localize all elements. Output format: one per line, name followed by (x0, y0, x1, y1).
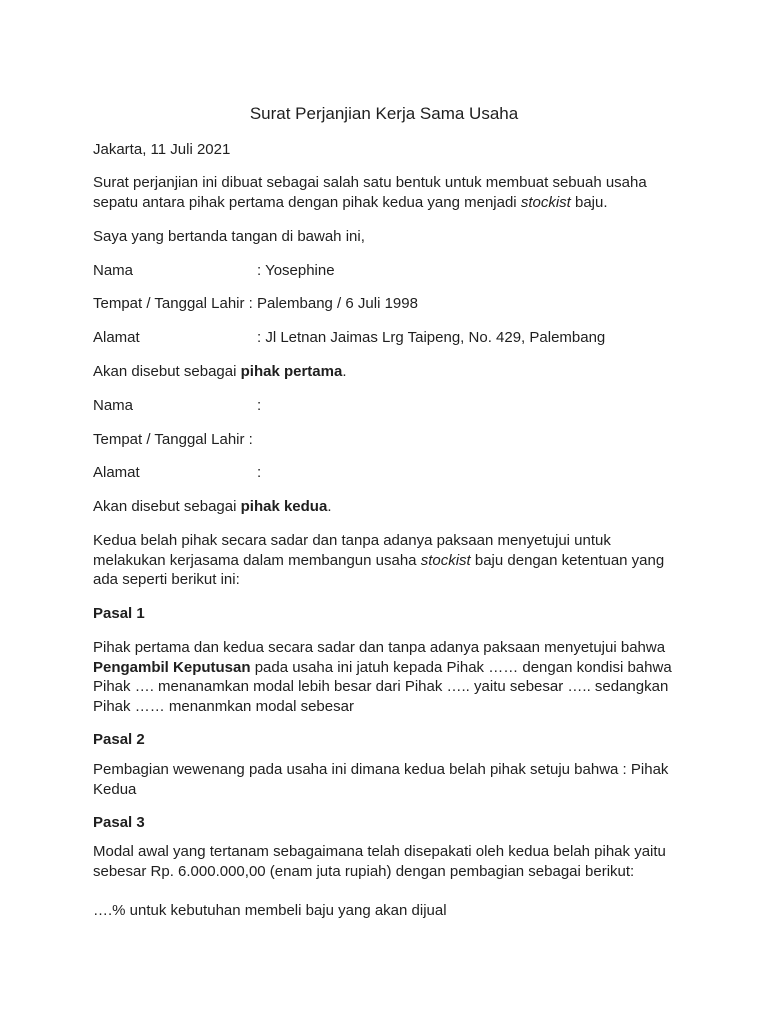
party2-designation-end: . (327, 498, 332, 515)
party2-name-label: Nama (93, 397, 134, 414)
party1-birth-value: : Palembang / 6 Juli 1998 (248, 295, 418, 312)
pasal2-heading: Pasal 2 (93, 731, 145, 748)
intro-text-end: baju. (570, 193, 608, 211)
party2-designation-bold: pihak kedua (240, 498, 328, 515)
pasal1-text-end: pada usaha ini jatuh kepada Pihak …… dengan kondisi bahwa Pihak …. menanamkan modal lebih besar dari Pihak ….. yaitu sebesar ….. sedangkan Pihak …… menanmkan modal sebesar (93, 658, 672, 715)
party1-name-label: Nama (93, 262, 134, 279)
pasal2-paragraph: Pembagian wewenang pada usaha ini dimana kedua belah pihak setuju bahwa : Pihak Kedua (93, 761, 669, 798)
pasal1-text: Pihak pertama dan kedua secara sadar dan tanpa adanya paksaan menyetujui bahwa (93, 639, 666, 656)
party2-name-value: : (257, 397, 262, 414)
pasal1-bold: Pengambil Keputusan (93, 658, 251, 676)
agreement-text-end: baju dengan ketentuan yang ada seperti berikut ini: (93, 551, 665, 588)
agreement-text: Kedua belah pihak secara sadar dan tanpa adanya paksaan menyetujui untuk melakukan kerjasama dalam membangun usaha (93, 532, 611, 569)
party1-address-value: : Jl Letnan Jaimas Lrg Taipeng, No. 429, Palembang (257, 329, 606, 346)
pasal1-heading: Pasal 1 (93, 605, 145, 622)
pasal3-line1: ….% untuk kebutuhan membeli baju yang akan dijual (93, 902, 447, 919)
party2-name-row (93, 396, 683, 416)
document-title: Surat Perjanjian Kerja Sama Usaha (249, 104, 519, 123)
party1-designation-bold: pihak pertama (240, 363, 343, 380)
party1-designation (93, 362, 683, 382)
place-date: Jakarta, 11 Juli 2021 (93, 141, 231, 158)
party2-address-value: : (257, 464, 262, 481)
agreement-emphasis: stockist (420, 551, 471, 569)
pasal3-paragraph: Modal awal yang tertanam sebagaimana telah disepakati oleh kedua belah pihak yaitu sebesar Rp. 6.000.000,00 (enam juta rupiah) dengan pembagian sebagai berikut: (93, 843, 666, 880)
party1-name-value: : Yosephine (257, 262, 335, 279)
party2-designation (93, 497, 683, 517)
party2-designation-text: Akan disebut sebagai (93, 498, 241, 515)
party1-birth-label: Tempat / Tanggal Lahir (93, 295, 245, 312)
party2-address-row (93, 463, 683, 483)
party2-address-label: Alamat (93, 464, 140, 481)
pasal3-heading: Pasal 3 (93, 814, 145, 831)
party1-name-row (93, 261, 683, 281)
party1-address-label: Alamat (93, 329, 140, 346)
undersigned-line: Saya yang bertanda tangan di bawah ini, (93, 228, 365, 245)
party1-designation-text: Akan disebut sebagai (93, 363, 241, 380)
party1-designation-end: . (342, 363, 347, 380)
party1-birth-row (93, 294, 683, 314)
party1-address-row (93, 328, 683, 348)
party2-birth-value: : (248, 431, 253, 448)
intro-text: Surat perjanjian ini dibuat sebagai salah satu bentuk untuk membuat sebuah usaha sepatu antara pihak pertama dengan pihak kedua yang menjadi (93, 174, 647, 211)
intro-emphasis: stockist (520, 193, 571, 211)
party2-birth-label: Tempat / Tanggal Lahir (93, 431, 245, 448)
pasal1-paragraph (93, 638, 683, 716)
agreement-paragraph (93, 531, 683, 590)
intro-paragraph (93, 173, 683, 212)
party2-birth-row (93, 430, 683, 450)
